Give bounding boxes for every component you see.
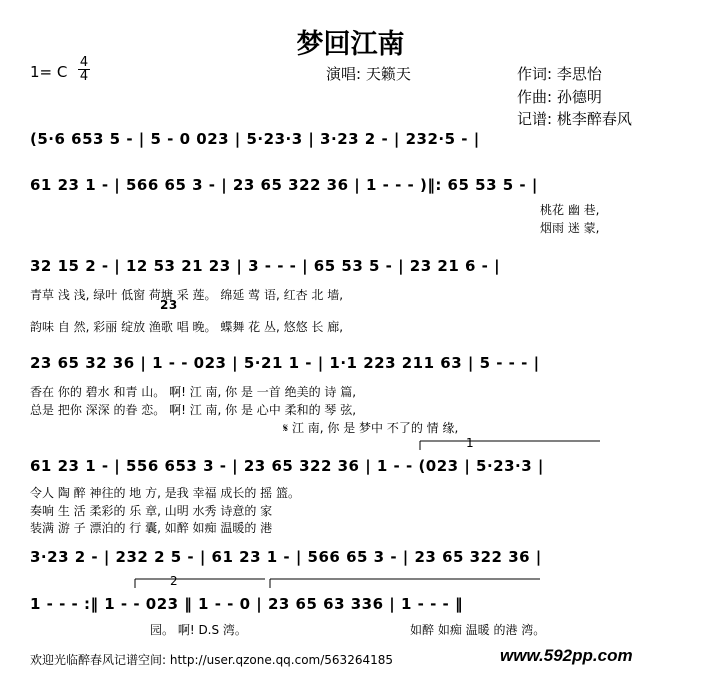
lyric-row-5-verse-1: 令人 陶 醉 神往的 地 方, 是我 幸福 成长的 摇 篮。 xyxy=(30,486,300,500)
volta-1-label: 1 xyxy=(466,436,474,450)
score-row-5: 61 23 1 - | 556 653 3 - | 23 65 322 36 | 1 - - (023 | 5·23·3 | xyxy=(30,457,544,475)
lyric-row-2-verse-1: 桃花 幽 巷, xyxy=(540,203,600,217)
key-signature: 1= C xyxy=(30,63,68,81)
score-row-7: 1 - - - :‖ 1 - - 023 ‖ 1 - - 0 | 23 65 63 336 | 1 - - - ‖ xyxy=(30,595,463,613)
time-signature-top: 4 xyxy=(79,55,89,70)
score-row-3: 32 15 2 - | 12 53 21 23 | 3 - - - | 65 53 5 - | 23 21 6 - | xyxy=(30,257,501,275)
lyric-row-4-verse-3: 𝄋 江 南, 你 是 梦中 不了的 情 缘, xyxy=(283,421,459,435)
lyric-row-7-part-b: 如醉 如痴 温暖 的港 湾。 xyxy=(410,623,546,637)
lyric-row-5-verse-2: 奏响 生 活 柔彩的 乐 章, 山明 水秀 诗意的 家 xyxy=(30,504,273,518)
footer-welcome-text: 欢迎光临醉春风记谱空间: http://user.qzone.qq.com/563264185 xyxy=(30,653,394,667)
lyric-row-4-verse-1: 香在 你的 碧水 和青 山。 啊! 江 南, 你 是 一首 绝美的 诗 篇, xyxy=(30,385,357,399)
transcriber-credit: 记谱: 桃李醉春风 xyxy=(517,110,632,128)
composer-credit: 作曲: 孙德明 xyxy=(517,88,602,106)
footer-site-watermark: www.592pp.com xyxy=(500,646,633,665)
lyricist-credit: 作词: 李思怡 xyxy=(517,65,602,83)
lyric-row-2-verse-2: 烟雨 迷 蒙, xyxy=(540,221,600,235)
singer-credit: 演唱: 天籁天 xyxy=(326,65,411,83)
score-row-2: 61 23 1 - | 566 65 3 - | 23 65 322 36 | 1 - - - )‖: 65 53 5 - | xyxy=(30,176,538,194)
score-row-1: (5·6 653 5 - | 5 - 0 023 | 5·23·3 | 3·23 2 - | 232·5 - | xyxy=(30,130,480,148)
lyric-row-5-verse-3: 装满 游 子 漂泊的 行 囊, 如醉 如痴 温暖的 港 xyxy=(30,521,273,535)
time-signature-bottom: 4 xyxy=(79,69,89,84)
score-alternate-notes: 23 xyxy=(160,298,178,312)
lyric-row-3-verse-1: 青草 浅 浅, 绿叶 低窗 荷塘 采 莲。 绵延 莺 语, 红杏 北 墙, xyxy=(30,288,344,302)
page-title: 梦回江南 xyxy=(296,29,405,60)
lyric-row-7-part-a: 园。 啊! D.S 湾。 xyxy=(150,623,247,637)
lyric-row-3-verse-2: 韵味 自 然, 彩丽 绽放 渔歌 唱 晚。 蝶舞 花 丛, 悠悠 长 廊, xyxy=(30,320,344,334)
volta-2-label: 2 xyxy=(170,574,178,588)
lyric-row-4-verse-2: 总是 把你 深深 的眷 恋。 啊! 江 南, 你 是 心中 柔和的 琴 弦, xyxy=(30,403,357,417)
score-row-4: 23 65 32 36 | 1 - - 023 | 5·21 1 - | 1·1 223 211 63 | 5 - - - | xyxy=(30,354,540,372)
score-row-6: 3·23 2 - | 232 2 5 - | 61 23 1 - | 566 65 3 - | 23 65 322 36 | xyxy=(30,548,542,566)
